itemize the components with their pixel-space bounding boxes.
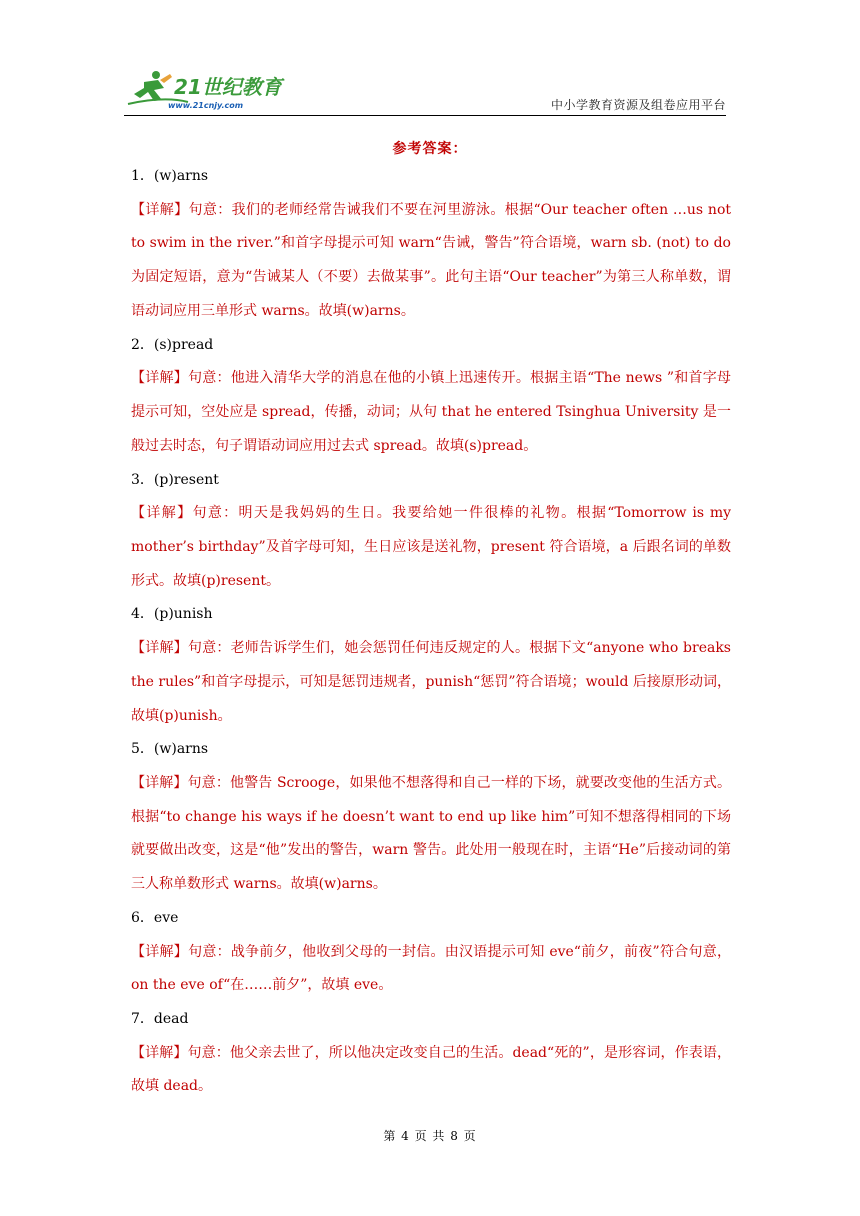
detail-body: 句意：老师告诉学生们，她会惩罚任何违反规定的人。根据下文“anyone who breaks the rules”和首字母提示，可知是惩罚违规者，punish“惩罚”符合语境；would 后接原形动词，故填(p)unish。: [131, 639, 731, 724]
detail-text: [131, 497, 731, 598]
page-footer: 第 4 页 共 8 页: [383, 1129, 477, 1143]
detail-text: [131, 936, 731, 1004]
detail-text: [131, 632, 731, 733]
detail-body: 句意：明天是我妈妈的生日。我要给她一件很棒的礼物。根据“Tomorrow is my mother’s birthday”及首字母可知，生日应该是送礼物，present 符合语境，a 后跟名词的单数形式。故填(p)resent。: [131, 505, 731, 589]
svg-text:21世纪教育: 21世纪教育: [174, 75, 282, 99]
answer-line: 1．(w)arns: [131, 168, 209, 184]
answer-line: 3．(p)resent: [131, 471, 219, 488]
detail-body: 句意：我们的老师经常告诫我们不要在河里游泳。根据“Our teacher often …us not to swim in the river.”和首字母提示可知 warn“告诫，警告”符合语境，warn sb. (not) to do 为固定短语，意为“告诫某人（不要）去做某事”。此句主语“Our teacher”为第三人称单数，谓语动词应用三单形式 warns。故填(w)arns。: [131, 201, 732, 319]
answer-item: [131, 902, 731, 1003]
detail-tag: 【详解】: [131, 1044, 188, 1061]
answer-line: 6．eve: [131, 910, 179, 927]
header-divider: [124, 115, 726, 116]
page-header: [124, 64, 726, 116]
answer-item: [131, 464, 731, 599]
detail-body: 句意：战争前夕，他收到父母的一封信。由汉语提示可知 eve“前夕，前夜”符合句意，on the eve of“在……前夕”，故填 eve。: [131, 943, 732, 994]
detail-text: [131, 1037, 731, 1105]
answer-item: [131, 329, 731, 464]
detail-body: 句意：他进入清华大学的消息在他的小镇上迅速传开。根据主语“The news ”和首字母提示可知，空处应是 spread，传播，动词；从句 that he entered Tsinghua University 是一般过去时态，句子谓语动词应用过去式 spread。故填(s)pread。: [131, 370, 732, 454]
answer-item: [131, 598, 731, 733]
detail-tag: 【详解】: [131, 774, 188, 791]
detail-tag: 【详解】: [131, 201, 189, 218]
logo-21cnjy: [124, 68, 294, 112]
detail-tag: 【详解】: [131, 370, 189, 387]
answer-item: [131, 1003, 731, 1104]
detail-text: [131, 362, 731, 463]
answer-line: 7．dead: [131, 1011, 189, 1028]
answer-line: 2．(s)pread: [131, 336, 214, 353]
detail-body: 句意：他警告 Scrooge，如果他不想落得和自己一样的下场，就要改变他的生活方式。根据“to change his ways if he doesn’t want to end up like him”可知不想落得相同的下场就要做出改变，这是“他”发出的警告，warn 警告。此处用一般现在时，主语“He”后接动词的第三人称单数形式 warns。故填(w)arns。: [131, 774, 731, 893]
detail-text: [131, 194, 731, 329]
detail-tag: 【详解】: [131, 943, 189, 960]
detail-text: [131, 767, 731, 902]
detail-tag: 【详解】: [131, 505, 193, 522]
platform-name: 中小学教育资源及组卷应用平台: [550, 98, 726, 112]
page-title: 参考答案：: [392, 141, 468, 157]
svg-text:www.21cnjy.com: www.21cnjy.com: [168, 101, 244, 110]
detail-tag: 【详解】: [131, 639, 188, 656]
answer-list: [131, 160, 731, 1104]
answer-line: 4．(p)unish: [131, 606, 213, 623]
answer-item: [131, 160, 731, 329]
detail-body: 句意：他父亲去世了，所以他决定改变自己的生活。dead“死的”，是形容词，作表语，故填 dead。: [131, 1044, 731, 1095]
answer-item: [131, 733, 731, 902]
answer-line: 5．(w)arns: [131, 741, 209, 758]
